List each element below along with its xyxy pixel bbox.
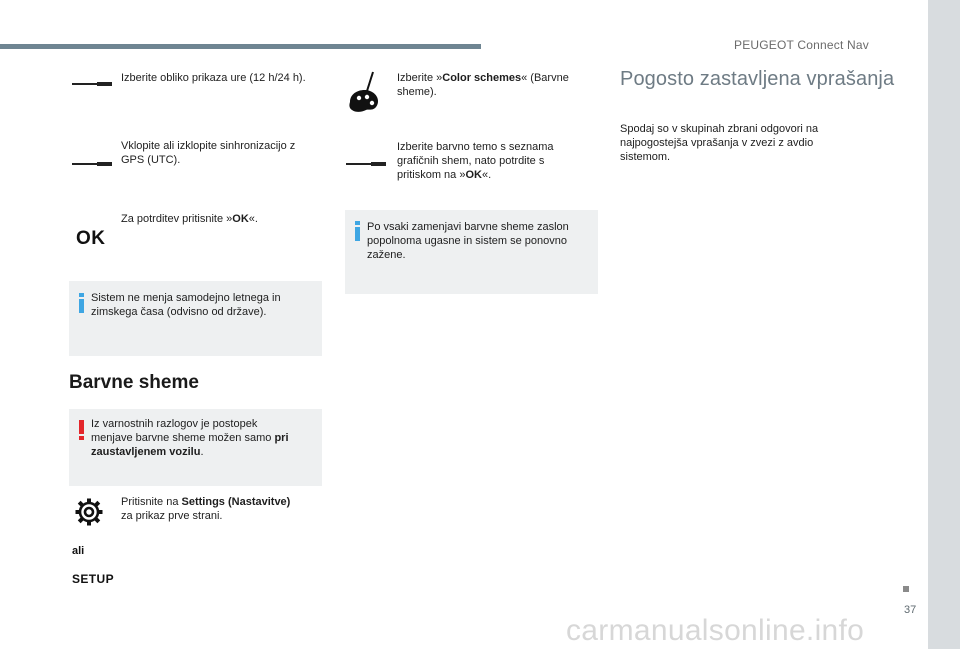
info-icon xyxy=(355,221,360,241)
palette-icon xyxy=(346,70,386,114)
ok-icon: OK xyxy=(76,228,106,249)
faq-intro-paragraph: Spodaj so v skupinah zbrani odgovori na najpogostejša vprašanja v zvezi z avdio sistemom. xyxy=(620,123,819,163)
step-select-theme: Izberite barvno temo s seznama grafičnih shem, nato potrdite s pritiskom na »OK«. xyxy=(397,141,554,181)
section-title-color-schemes: Barvne sheme xyxy=(69,372,199,393)
step-confirm-ok: Za potrditev pritisnite »OK«. xyxy=(121,213,258,225)
warning-icon xyxy=(79,420,84,440)
or-label: ali xyxy=(72,545,85,557)
list-slider-icon xyxy=(72,163,112,165)
step-time-format: Izberite obliko prikaza ure (12 h/24 h). xyxy=(121,72,306,84)
list-slider-icon xyxy=(346,163,386,165)
info-icon xyxy=(79,293,84,313)
list-slider-icon xyxy=(72,83,112,85)
right-margin-strip xyxy=(928,0,960,649)
step-color-schemes: Izberite »Color schemes« (Barvne sheme). xyxy=(397,72,569,98)
continuation-marker xyxy=(903,586,909,592)
setup-button-icon: SETUP xyxy=(72,572,115,586)
warning-box-safety: Iz varnostnih razlogov je postopek menjave barvne sheme možen samo pri zaustavljenem vozilu. xyxy=(69,409,322,486)
settings-gear-icon xyxy=(74,497,104,527)
step-open-settings: Pritisnite na Settings (Nastavitve) za prikaz prve strani. xyxy=(121,496,291,522)
step-gps-sync: Vklopite ali izklopite sinhronizacijo z GPS (UTC). xyxy=(121,140,296,166)
section-title-faq: Pogosto zastavljena vprašanja xyxy=(620,68,895,90)
info-box-dst: Sistem ne menja samodejno letnega in zimskega časa (odvisno od države). xyxy=(69,281,322,356)
top-rule xyxy=(0,44,481,49)
info-box-restart: Po vsaki zamenjavi barvne sheme zaslon popolnoma ugasne in sistem se ponovno zažene. xyxy=(345,210,598,294)
header-title: PEUGEOT Connect Nav xyxy=(734,38,869,52)
watermark: carmanualsonline.info xyxy=(566,614,865,647)
page-number: 37 xyxy=(904,604,917,616)
